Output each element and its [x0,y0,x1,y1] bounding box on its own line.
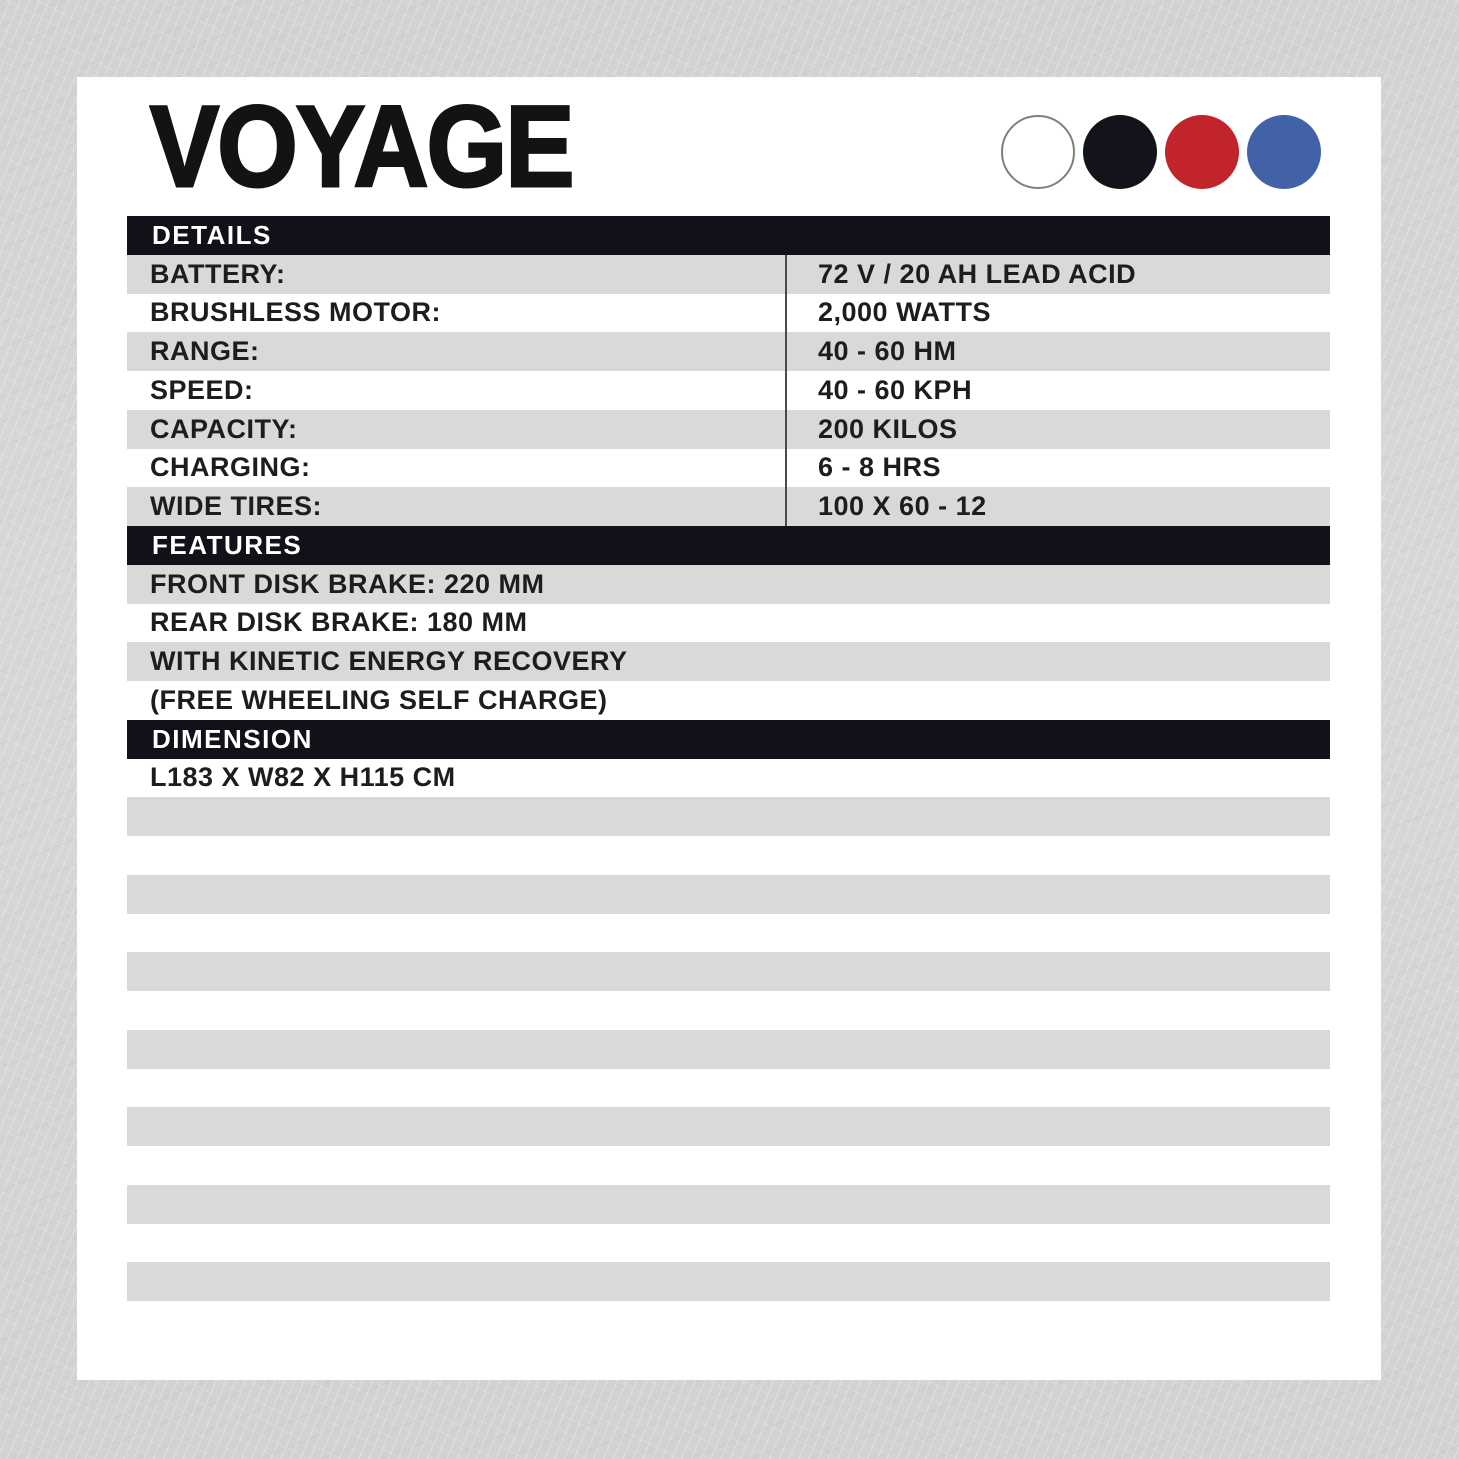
spec-row-tires [127,487,1330,526]
empty-row [127,914,1330,953]
empty-row [127,1030,1330,1069]
section-header-features [127,526,1330,565]
dimension-text: L183 X W82 X H115 CM [150,762,456,793]
spec-value: 6 - 8 HRS [785,449,1330,488]
feature-row [127,565,1330,604]
empty-rows [127,797,1330,1301]
empty-row [127,1262,1330,1301]
empty-row [127,952,1330,991]
feature-row [127,681,1330,720]
section-header-label: DETAILS [152,219,272,250]
dimension-row [127,759,1330,798]
spec-label: RANGE: [150,336,260,367]
spec-row-range [127,332,1330,371]
color-swatch-white [1001,115,1075,189]
empty-row [127,797,1330,836]
spec-row-motor [127,294,1330,333]
feature-text: FRONT DISK BRAKE: 220 MM [150,568,545,599]
spec-value: 200 KILOS [785,410,1330,449]
spec-sheet-card [77,77,1381,1380]
section-header-dimension [127,720,1330,759]
empty-row [127,991,1330,1030]
feature-text: (FREE WHEELING SELF CHARGE) [150,684,608,715]
empty-row [127,1185,1330,1224]
empty-row [127,1069,1330,1108]
spec-row-battery [127,255,1330,294]
color-swatch-blue [1247,115,1321,189]
spec-row-capacity [127,410,1330,449]
section-header-label: FEATURES [152,529,303,560]
spec-value: 2,000 WATTS [785,294,1330,333]
spec-label: CAPACITY: [150,413,298,444]
color-swatch-red [1165,115,1239,189]
spec-label: SPEED: [150,374,254,405]
spec-table [127,216,1330,1301]
spec-label: BATTERY: [150,258,286,289]
feature-row [127,604,1330,643]
spec-value: 40 - 60 HM [785,332,1330,371]
spec-value: 40 - 60 KPH [785,371,1330,410]
section-header-label: DIMENSION [152,723,313,754]
spec-row-speed [127,371,1330,410]
color-options [1001,115,1321,189]
empty-row [127,1224,1330,1263]
empty-row [127,1146,1330,1185]
empty-row [127,875,1330,914]
spec-row-charging [127,449,1330,488]
spec-value: 100 X 60 - 12 [785,487,1330,526]
spec-label: BRUSHLESS MOTOR: [150,297,442,328]
empty-row [127,1107,1330,1146]
spec-label: CHARGING: [150,452,311,483]
color-swatch-black [1083,115,1157,189]
spec-value: 72 V / 20 AH LEAD ACID [785,255,1330,294]
feature-text: WITH KINETIC ENERGY RECOVERY [150,646,628,677]
section-header-details [127,216,1330,255]
feature-text: REAR DISK BRAKE: 180 MM [150,607,528,638]
spec-label: WIDE TIRES: [150,491,322,522]
product-title: VOYAGE [150,83,573,211]
empty-row [127,836,1330,875]
feature-row [127,642,1330,681]
